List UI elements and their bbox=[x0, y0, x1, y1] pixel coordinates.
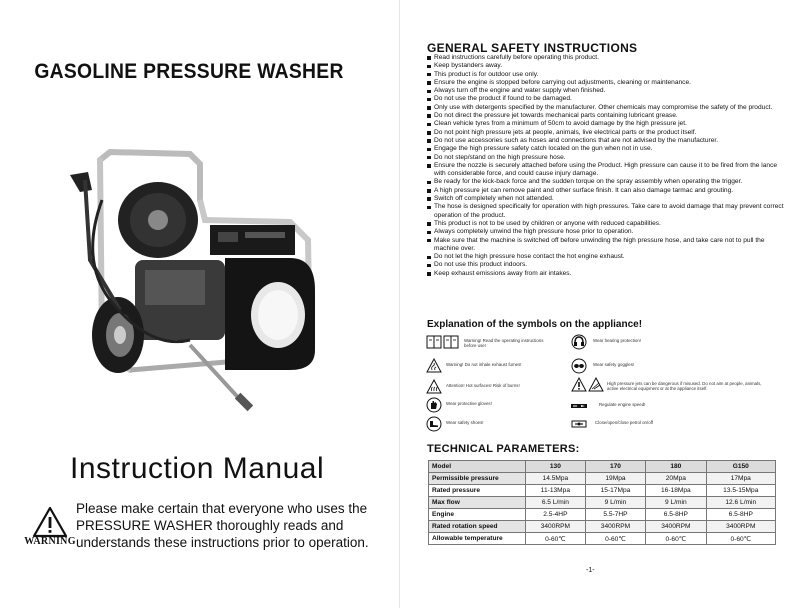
technical-parameters-table bbox=[428, 460, 776, 545]
warning-text: Please make certain that everyone who uses the PRESSURE WASHER thoroughly reads and understands these instructions prior to operation. bbox=[76, 501, 369, 550]
symbol-label: Attention! Hot surfaces! Risk of burns! bbox=[446, 383, 520, 388]
warning-triangle-icon bbox=[32, 506, 68, 538]
pressure-washer-photo bbox=[40, 140, 360, 440]
safety-item: Ensure the nozzle is securely attached before using the Product. High pressure can cause it to be fired from the lance with considerable force, and could cause injury damage. bbox=[426, 162, 786, 179]
safety-item: This product is not to be used by children or anyone with reduced capabilities. bbox=[426, 220, 786, 228]
table-cell: 9 L/min bbox=[646, 497, 706, 509]
table-cell: 3400RPM bbox=[585, 521, 645, 533]
table-cell: 2.5-4HP bbox=[526, 509, 586, 521]
safety-item: Read instructions carefully before operating this product. bbox=[426, 54, 786, 62]
symbol-label: Wear protective gloves! bbox=[446, 401, 492, 406]
hot-surface-icon bbox=[426, 379, 442, 395]
table-cell: 14.5Mpa bbox=[526, 473, 586, 485]
symbol-label: High pressure jets can be dangerous if misused. Do not aim at people, animals, active electrical equipment or at the appliance itself. bbox=[607, 381, 762, 392]
ear-protection-icon bbox=[571, 334, 587, 350]
table-cell: 20Mpa bbox=[646, 473, 706, 485]
table-header-cell: 170 bbox=[585, 461, 645, 473]
fumes-warning-icon bbox=[426, 358, 442, 374]
book-icon bbox=[443, 334, 459, 350]
table-row bbox=[429, 509, 776, 521]
safety-item: A high pressure jet can remove paint and other surface finish. It can also damage tarmac and grouting. bbox=[426, 187, 786, 195]
table-cell: Max flow bbox=[429, 497, 526, 509]
symbol-label: Warning! Read the operating instructions before use! bbox=[464, 338, 544, 349]
safety-item: Engage the high pressure safety catch located on the gun when not in use. bbox=[426, 145, 786, 153]
table-row bbox=[429, 497, 776, 509]
table-cell: 9 L/min bbox=[585, 497, 645, 509]
table-cell: 16-18Mpa bbox=[646, 485, 706, 497]
safety-title: GENERAL SAFETY INSTRUCTIONS bbox=[427, 41, 638, 55]
table-cell: 0-60℃ bbox=[585, 533, 645, 545]
manual-title: Instruction Manual bbox=[70, 452, 325, 485]
symbol-entry bbox=[571, 358, 771, 376]
symbol-entry bbox=[571, 416, 771, 434]
table-cell: Permissible pressure bbox=[429, 473, 526, 485]
symbol-entry bbox=[426, 358, 556, 376]
safety-item: Clean vehicle tyres from a minimum of 50cm to avoid damage by the high pressure jet. bbox=[426, 120, 786, 128]
table-cell: 3400RPM bbox=[706, 521, 775, 533]
jet-spray-icon bbox=[588, 377, 604, 393]
safety-item: Do not step/stand on the high pressure hose. bbox=[426, 154, 786, 162]
table-cell: 11-13Mpa bbox=[526, 485, 586, 497]
safety-item: Make sure that the machine is switched off before unwinding the high pressure hose, and take care not to pull the machine over. bbox=[426, 237, 786, 254]
table-cell: Engine bbox=[429, 509, 526, 521]
table-cell: Rated rotation speed bbox=[429, 521, 526, 533]
symbol-label: Close/open/close petrol on/off bbox=[595, 420, 654, 425]
table-cell: 0-60℃ bbox=[526, 533, 586, 545]
table-row bbox=[429, 473, 776, 485]
table-header-cell: Model bbox=[429, 461, 526, 473]
safety-instructions-list bbox=[426, 54, 786, 278]
symbol-label: Wear safety shoes! bbox=[446, 420, 484, 425]
symbols-title: Explanation of the symbols on the appliance! bbox=[427, 319, 643, 330]
table-cell: 3400RPM bbox=[526, 521, 586, 533]
safety-item: Ensure the engine is stopped before carrying out adjustments, cleaning or maintenance. bbox=[426, 79, 786, 87]
safety-item: Keep bystanders away. bbox=[426, 62, 786, 70]
goggles-icon bbox=[571, 358, 587, 374]
safety-item: Keep exhaust emissions away from air intakes. bbox=[426, 270, 786, 278]
read-manual-icon bbox=[426, 334, 442, 350]
right-page bbox=[400, 0, 800, 608]
safety-item: Only use with detergents specified by the manufacturer. Other chemicals may compromise the safety of the product. bbox=[426, 104, 786, 112]
table-cell: Allowable temperature bbox=[429, 533, 526, 545]
safety-item: Do not use the product if found to be damaged. bbox=[426, 95, 786, 103]
table-cell: 17Mpa bbox=[706, 473, 775, 485]
table-cell: 5.5-7HP bbox=[585, 509, 645, 521]
jet-danger-icon bbox=[571, 377, 587, 393]
symbol-label: Regulate engine speed! bbox=[599, 402, 646, 407]
symbol-entry bbox=[426, 416, 556, 434]
symbols-grid bbox=[426, 330, 780, 432]
table-cell: 3400RPM bbox=[646, 521, 706, 533]
table-row bbox=[429, 521, 776, 533]
symbol-label: Warning! Do not inhale exhaust fumes! bbox=[446, 362, 522, 367]
warning-notice bbox=[22, 500, 392, 560]
table-cell: 15-17Mpa bbox=[585, 485, 645, 497]
table-cell: Rated pressure bbox=[429, 485, 526, 497]
fuel-valve-icon bbox=[571, 416, 587, 432]
warning-label: WARNING bbox=[24, 536, 76, 547]
symbol-entry bbox=[571, 377, 771, 395]
table-header-cell: G150 bbox=[706, 461, 775, 473]
table-cell: 6.5 L/min bbox=[526, 497, 586, 509]
safety-item: Switch off completely when not attended. bbox=[426, 195, 786, 203]
safety-item: The hose is designed specifically for operation with high pressures. Take care to avoid damage that may prevent correct operation of the product. bbox=[426, 203, 786, 220]
gloves-icon bbox=[426, 397, 442, 413]
symbol-entry bbox=[571, 334, 771, 352]
symbol-label: Wear hearing protection! bbox=[593, 338, 641, 343]
safety-item: Be ready for the kick-back force and the sudden torque on the spray assembly when operating the trigger. bbox=[426, 178, 786, 186]
table-cell: 6.5-8HP bbox=[706, 509, 775, 521]
symbol-label: Wear safety goggles! bbox=[593, 362, 635, 367]
table-cell: 0-60℃ bbox=[706, 533, 775, 545]
symbol-entry bbox=[426, 379, 556, 397]
table-row bbox=[429, 533, 776, 545]
table-cell: 13.5-15Mpa bbox=[706, 485, 775, 497]
tech-title: TECHNICAL PARAMETERS: bbox=[427, 443, 580, 455]
symbol-entry bbox=[426, 334, 556, 352]
safety-item: Do not let the high pressure hose contact the hot engine exhaust. bbox=[426, 253, 786, 261]
safety-item: This product is for outdoor use only. bbox=[426, 71, 786, 79]
table-header-cell: 130 bbox=[526, 461, 586, 473]
page-number: -1- bbox=[586, 567, 595, 574]
safety-item: Do not use this product indoors. bbox=[426, 261, 786, 269]
safety-item: Do not direct the pressure jet towards mechanical parts containing lubricant grease. bbox=[426, 112, 786, 120]
table-row bbox=[429, 485, 776, 497]
symbol-entry bbox=[426, 397, 556, 415]
safety-item: Always turn off the engine and water supply when finished. bbox=[426, 87, 786, 95]
safety-item: Always completely unwind the high pressure hose prior to operation. bbox=[426, 228, 786, 236]
table-header-cell: 180 bbox=[646, 461, 706, 473]
symbol-entry bbox=[571, 398, 771, 416]
table-header-row bbox=[429, 461, 776, 473]
table-cell: 0-60℃ bbox=[646, 533, 706, 545]
table-cell: 12.6 L/min bbox=[706, 497, 775, 509]
safety-item: Do not point high pressure jets at people, animals, live electrical parts or the product itself. bbox=[426, 129, 786, 137]
safety-item: Do not use accessories such as hoses and connections that are not advised by the manufacturer. bbox=[426, 137, 786, 145]
cover-title: GASOLINE PRESSURE WASHER bbox=[34, 60, 344, 83]
table-cell: 6.5-8HP bbox=[646, 509, 706, 521]
safety-shoes-icon bbox=[426, 416, 442, 432]
table-cell: 19Mpa bbox=[585, 473, 645, 485]
engine-speed-icon bbox=[571, 398, 587, 414]
